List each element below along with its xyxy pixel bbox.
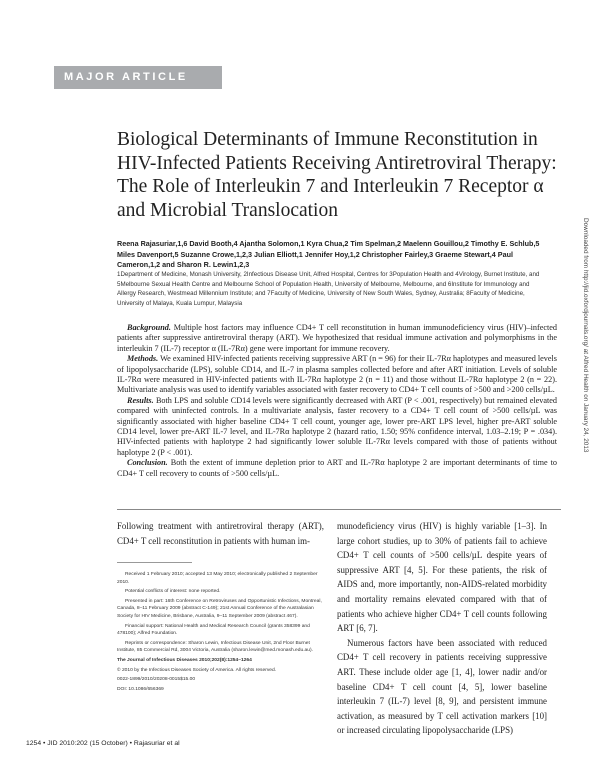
footnote-conflicts: Potential conflicts of interest: none reported. [125,589,221,595]
footnote-copyright: © 2010 by the Infectious Diseases Society of America. All rights reserved. [117,667,277,673]
results-text: Both LPS and soluble CD14 levels were significantly decreased with ART (P < .001, respectively) but remained elevated compared with uninfected controls. In a multivariate analysis, faster recovery to a CD4+ T cell count of >500 cells/µL was significantly associated with higher baseline CD4+ T cell count, younger age, lower pre-ART LPS level, higher pre-ART soluble CD14 level, lower pre-ART IL-7 level, and IL-7Rα haplotype 2 (hazard ratio, 1.50; 95% confidence interval, 1.03–2.19; P = .034). HIV-infected patients with haplotype 2 had significantly lower soluble IL-7Rα levels compared with those of patients without haplotype 2 (P < .001). [117,395,557,457]
background-text: Multiple host factors may influence CD4+ T cell reconstitution in human immunodeficiency virus (HIV)–infected patients after suppressive antiretroviral therapy (ART). We hypothesized that residual immune activation and polymorphisms in the interleukin 7 (IL-7) receptor α (IL-7Rα) gene were important for immune recovery. [117,323,557,353]
download-watermark [580,218,590,638]
author-list: Reena Rajasuriar,1,6 David Booth,4 Ajantha Solomon,1 Kyra Chua,2 Tim Spelman,2 Maelenn Gouillou,2 Timothy E. Schlub,5 Miles Davenport,5 Suzanne Crowe,1,2,3 Julian Elliott,1 Jennifer Hoy,1,2 Christopher Fairley,3 Graeme Stewart,4 Paul Cameron,1,2 and Sharon R. Lewin1,2,3 [117,239,540,269]
article-type-banner: MAJOR ARTICLE [54,66,222,89]
methods-label: Methods. [127,354,159,364]
results-label: Results. [127,395,154,405]
footnote-journal-title: The Journal of Infectious Diseases 2010;202(8):1254–1264 [117,657,252,663]
body-column-left [117,519,324,548]
conclusion-text: Both the extent of immune depletion prior to ART and IL-7Rα haplotype 2 are important determinants of time to CD4+ T cell recovery to counts of >500 cells/µL. [117,458,557,478]
background-label: Background. [127,323,171,332]
footnote-reprints: Reprints or correspondence: Sharon Lewin, Infectious Disease Unit, 2nd Floor Burnet Institute, 85 Commercial Rd, 3004 Victoria, Australia (sharon.lewin@med.monash.edu.au). [117,640,313,654]
article-title: Biological Determinants of Immune Reconstitution in HIV-Infected Patients Receiving Antiretroviral Therapy: The Role of Interleukin 7 and Interleukin 7 Receptor α and Microbial Translocation [117,129,557,221]
footnote-doi: DOI: 10.1086/656369 [117,686,164,692]
body-column-right [337,519,547,738]
abstract [117,323,557,479]
footnote-financial: Financial support: National Health and Medical Research Council (grants 358399 and 478100); Alfred Foundation. [117,623,310,637]
intro-paragraph-2: Numerous factors have been associated with reduced CD4+ T cell recovery in patients receiving suppressive ART. These include older age [1, 4], lower nadir and/or baseline CD4+ T cell count [4, 5], lower baseline interleukin 7 (IL-7) level [8, 9], and persistent immune activation, as measured by T cell activation markers [10] or increased circulating lipopolysaccharide (LPS) [337,637,547,736]
footnote-issn: 0022-1899/2010/20208-0015$15.00 [117,677,196,683]
abstract-background [117,323,557,354]
abstract-results [117,396,557,458]
intro-paragraph-start: Following treatment with antiretroviral therapy (ART), CD4+ T cell reconstitution in patients with human im- [117,521,324,546]
affiliations: 1Department of Medicine, Monash University, 2Infectious Disease Unit, Alfred Hospital, Centres for 3Population Health and 4Virology, Burnet Institute, and 5Melbourne Sexual Health Centre and Melbourne School of Population Health, University of Melbourne, Melbourne, and 6Institute for Immunology and Allergy Research, Westmead Millennium Institute; and 7Faculty of Medicine, University of New South Wales, Sydney, Australia; 8Faculty of Medicine, University of Malaya, Kuala Lumpur, Malaysia [117,271,540,307]
intro-paragraph-continued: munodeficiency virus (HIV) is highly variable [1–3]. In large cohort studies, up to 30% of patients fail to achieve CD4+ T cell counts of >500 cells/µL despite years of suppressive ART [4, 5]. For these patients, the risk of AIDS and, more importantly, non-AIDS-related morbidity and mortality remains elevated compared with that of patients who achieve higher CD4+ T cell counts following ART [6, 7]. [337,521,547,634]
footnote-divider [117,562,192,563]
methods-text: We examined HIV-infected patients receiving suppressive ART (n = 96) for their IL-7Rα haplotypes and measured levels of lipopolysaccharide (LPS), soluble CD14, and IL-7 in plasma samples collected before and after ART initiation. Levels of soluble IL-7Rα were measured in HIV-infected patients with IL-7Rα haplotype 2 (n = 11) and those without IL-7Rα haplotype 2 (n = 22). Multivariate analysis was used to identify variables associated with faster recovery to CD4+ T cell counts of >500 and >200 cells/µL. [117,354,557,395]
footnote-presented: Presented in part: 16th Conference on Retroviruses and Opportunistic Infections, Montreal, Canada, 8–11 February 2009 (abstract C-149); 21st Annual Conference of the Australasian Society for HIV Medicine, Brisbane, Australia, 9–11 September 2009 (abstract 467). [117,598,322,619]
abstract-methods [117,354,557,396]
abstract-divider [117,509,561,510]
page-footer: 1254 • JID 2010:202 (15 October) • Rajasuriar et al [26,740,180,747]
download-note[interactable]: Downloaded from http://jid.oxfordjournals.org/ at Alfred Health on January 24, 2013 [582,218,589,453]
conclusion-label: Conclusion. [127,458,168,468]
abstract-conclusion [117,458,557,479]
footnote-received: Received 1 February 2010; accepted 13 May 2010; electronically published 2 September 2010. [117,572,318,585]
footnotes [117,571,324,695]
